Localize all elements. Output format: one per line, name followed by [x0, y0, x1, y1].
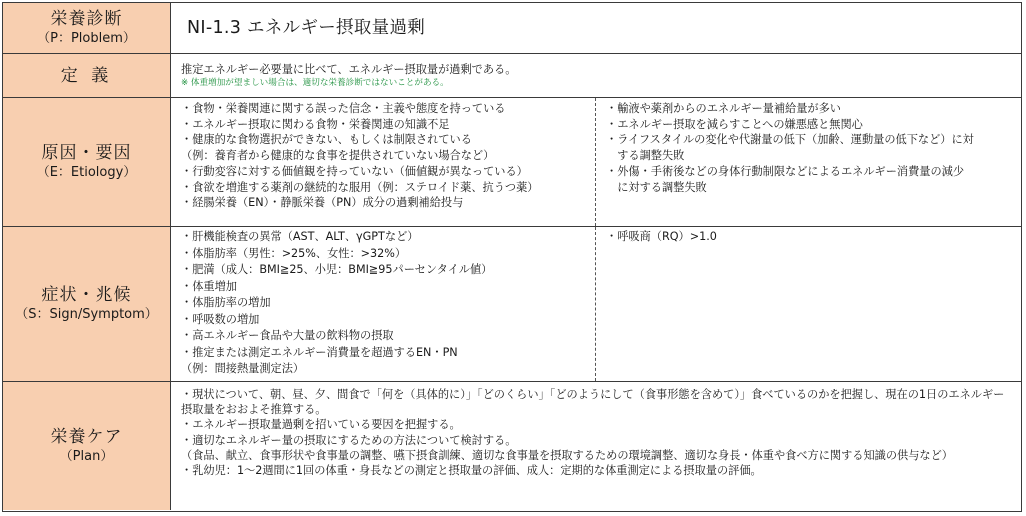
- plan-item: （食品、献立、食事形状や食事量の調整、嚥下摂食訓練、適切な食事量を摂取するための環境調整、適切な身長・体重や食べ方に関する知識の供与など）: [181, 448, 953, 462]
- symptom-left-item: ・体重増加: [181, 279, 237, 293]
- etiology-header: [3, 98, 171, 226]
- etiology-left-item: ・行動変容に対する価値観を持っていない（価値観が異なっている）: [181, 164, 528, 178]
- etiology-right-item: に対する調整失敗: [606, 180, 707, 194]
- diagnosis-body: [171, 3, 1021, 53]
- diagnosis-sub-label: （P：Ploblem）: [37, 31, 136, 46]
- etiology-left-item: ・エネルギー摂取に関わる食物・栄養関連の知識不足: [181, 117, 450, 131]
- etiology-left-item: ・食欲を増進する薬剤の継続的な服用（例：ステロイド薬、抗うつ薬）: [181, 180, 539, 194]
- symptom-left-item: ・肝機能検査の異常（AST、ALT、γGPTなど）: [181, 230, 419, 243]
- etiology-left-column: [171, 98, 596, 226]
- plan-item: ・乳幼児：1～2週間に1回の体重・身長などの測定と摂取量の評価、成人：定期的な体重測定による摂取量の評価。: [181, 464, 762, 478]
- plan-item: ・エネルギー摂取量過剰を招いている要因を把握する。: [181, 418, 461, 432]
- symptom-sub-label: （S：Sign/Symptom）: [15, 307, 158, 322]
- definition-body: [171, 54, 1021, 97]
- symptom-left-item: ・体脂肪率の増加: [181, 296, 271, 309]
- etiology-right-item: ・ライフスタイルの変化や代謝量の低下（加齢、運動量の低下など）に対: [606, 133, 974, 147]
- symptom-left-item: ・高エネルギー食品や大量の飲料物の摂取: [181, 329, 394, 342]
- etiology-left-item: （例：養育者から健康的な食事を提供されていない場合など）: [181, 149, 495, 163]
- etiology-right-item: する調整失敗: [606, 149, 685, 163]
- etiology-right-column: [596, 98, 1021, 226]
- symptom-label: 症状・兆候: [41, 285, 132, 305]
- definition-label: 定 義: [60, 65, 113, 86]
- definition-text: 推定エネルギー必要量に比べて、エネルギー摂取量が過剰である。: [181, 63, 517, 76]
- symptom-left-column: [171, 227, 596, 381]
- plan-row: [3, 382, 1021, 510]
- diagnosis-label: 栄養診断: [50, 9, 123, 29]
- plan-label: 栄養ケア: [50, 427, 123, 447]
- symptom-left-item: ・肥満（成人：BMI≧25、小児：BMI≧95パーセンタイル値）: [181, 263, 493, 276]
- nutrition-diagnosis-table: [2, 2, 1022, 512]
- etiology-left-item: ・食物・栄養関連に関する誤った信念・主義や態度を持っている: [181, 102, 506, 115]
- plan-item: ・現状について、朝、昼、夕、間食で「何を（具体的に）」「どのくらい」「どのようにして（食事形態を含めて）」食べているのかを把握し、現在の1日のエネルギー摂取量をおおよそ推算する。: [181, 388, 1005, 417]
- etiology-sub-label: （E：Etiology）: [36, 165, 137, 180]
- symptom-body: [171, 227, 1021, 381]
- etiology-right-item: ・エネルギー摂取を減らすことへの嫌悪感と無関心: [606, 117, 863, 131]
- definition-row: [3, 54, 1021, 98]
- etiology-body: [171, 98, 1021, 226]
- symptom-header: [3, 227, 171, 381]
- diagnosis-value: NI-1.3 エネルギー摂取量過剰: [187, 18, 426, 38]
- symptom-left-item: ・体脂肪率（男性：>25%、女性：>32%）: [181, 246, 407, 260]
- definition-note: ※ 体重増加が望ましい場合は、適切な栄養診断ではないことがある。: [181, 77, 449, 88]
- etiology-left-item: ・経腸栄養（EN）・静脈栄養（PN）成分の過剰補給投与: [181, 196, 464, 210]
- plan-item: ・適切なエネルギー量の摂取にするための方法について検討する。: [181, 433, 517, 447]
- definition-header: [3, 54, 171, 97]
- plan-sub-label: （Plan）: [59, 449, 114, 464]
- symptom-left-item: ・呼吸数の増加: [181, 312, 260, 326]
- symptom-right-column: [596, 227, 1021, 381]
- symptom-row: [3, 227, 1021, 382]
- etiology-label: 原因・要因: [41, 143, 132, 163]
- etiology-row: [3, 98, 1021, 227]
- plan-body: [171, 382, 1021, 510]
- etiology-left-item: ・健康的な食物選択ができない、もしくは制限されている: [181, 133, 472, 147]
- diagnosis-header: [3, 3, 171, 53]
- symptom-right-item: ・呼吸商（RQ）>1.0: [606, 230, 717, 243]
- diagnosis-row: [3, 3, 1021, 54]
- etiology-right-item: ・外傷・手術後などの身体行動制限などによるエネルギー消費量の減少: [606, 164, 965, 178]
- symptom-left-item: （例：間接熱量測定法）: [181, 362, 305, 375]
- symptom-left-item: ・推定または測定エネルギー消費量を超過するEN・PN: [181, 345, 458, 359]
- etiology-right-item: ・輸液や薬剤からのエネルギー量補給量が多い: [606, 102, 841, 115]
- plan-header: [3, 382, 171, 510]
